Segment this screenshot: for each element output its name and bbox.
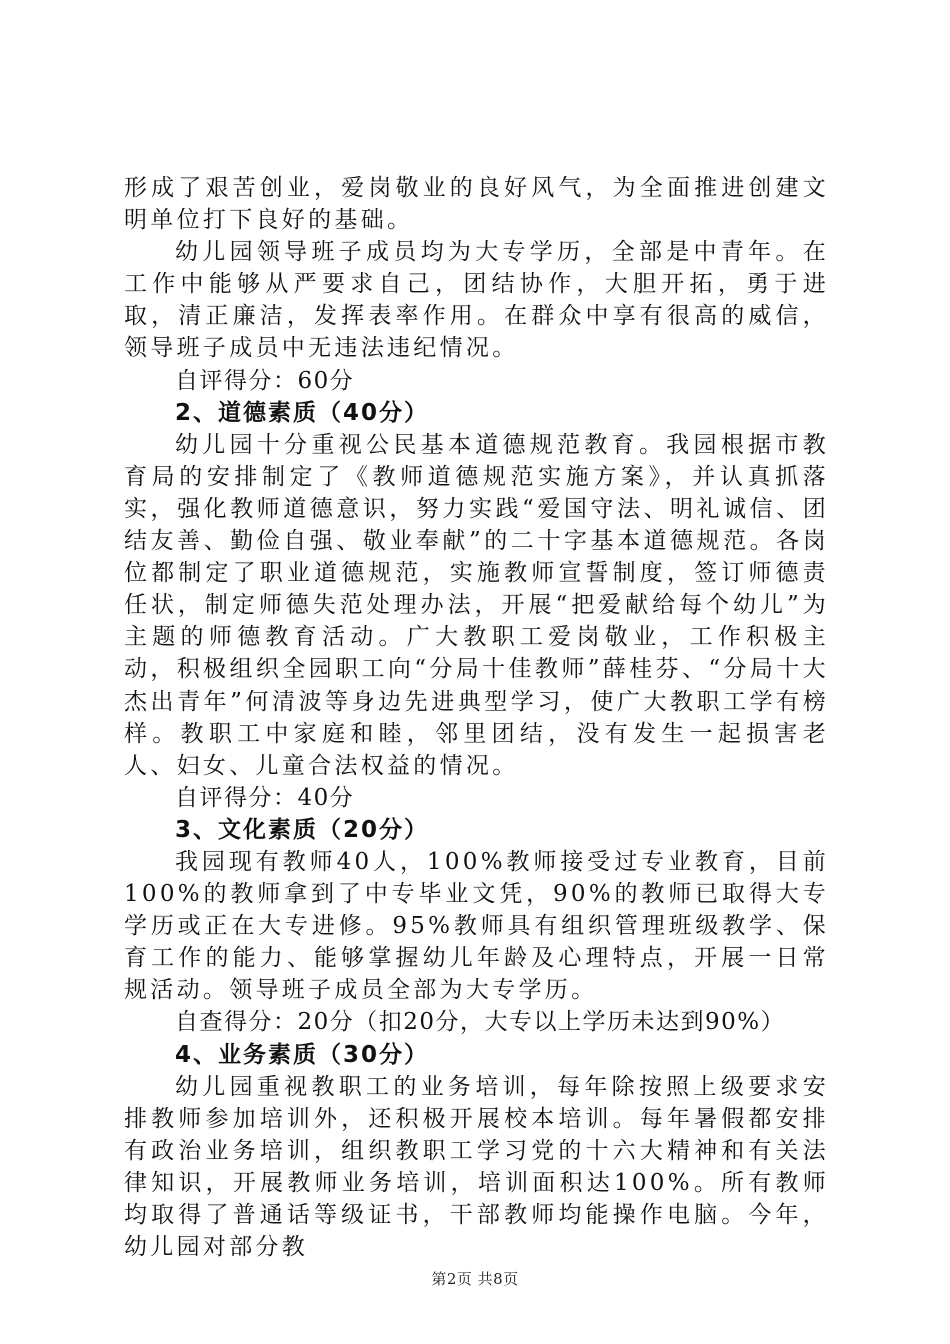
section-heading-culture: 3、文化素质（20分） [175, 816, 430, 843]
document-body [124, 172, 829, 1263]
paragraph-culture: 我园现有教师40人，100%教师接受过专业教育，目前100%的教师拿到了中专毕业文凭，90%的教师已取得大专学历或正在大专进修。95%教师具有组织管理班级教学、保育工作的能力、能够掌握幼儿年龄及心理特点，开展一日常规活动。领导班子成员全部为大专学历。 [124, 848, 829, 1004]
section-heading-moral: 2、道德素质（40分） [175, 399, 430, 426]
section-heading-business: 4、业务素质（30分） [175, 1041, 430, 1068]
self-score-2: 自评得分：40分 [175, 784, 355, 811]
paragraph-moral: 幼儿园十分重视公民基本道德规范教育。我园根据市教育局的安排制定了《教师道德规范实施方案》，并认真抓落实，强化教师道德意识，努力实践“爱国守法、明礼诚信、团结友善、勤俭自强、敬业奉献”的二十字基本道德规范。各岗位都制定了职业道德规范，实施教师宣誓制度，签订师德责任状，制定师德失范处理办法，开展“把爱献给每个幼儿”为主题的师德教育活动。广大教职工爱岗敬业，工作积极主动，积极组织全园职工向“分局十佳教师”薛桂芬、“分局十大杰出青年”何清波等身边先进典型学习，使广大教职工学有榜样。教职工中家庭和睦，邻里团结，没有发生一起损害老人、妇女、儿童合法权益的情况。 [124, 431, 829, 779]
paragraph-business: 幼儿园重视教职工的业务培训，每年除按照上级要求安排教师参加培训外，还积极开展校本培训。每年暑假都安排有政治业务培训，组织教职工学习党的十六大精神和有关法律知识，开展教师业务培训，培训面积达100%。所有教师均取得了普通话等级证书，干部教师均能操作电脑。今年，幼儿园对部分教 [124, 1073, 829, 1261]
self-score-1: 自评得分：60分 [175, 367, 355, 394]
self-score-3: 自查得分：20分（扣20分，大专以上学历未达到90%） [175, 1009, 786, 1036]
paragraph-continuation: 形成了艰苦创业，爱岗敬业的良好风气，为全面推进创建文明单位打下良好的基础。 [124, 175, 829, 234]
paragraph-leadership: 幼儿园领导班子成员均为大专学历，全部是中青年。在工作中能够从严要求自己，团结协作，大胆开拓，勇于进取，清正廉洁，发挥表率作用。在群众中享有很高的威信，领导班子成员中无违法违纪情况。 [124, 239, 829, 362]
page-footer: 第2页 共8页 [431, 1270, 519, 1288]
